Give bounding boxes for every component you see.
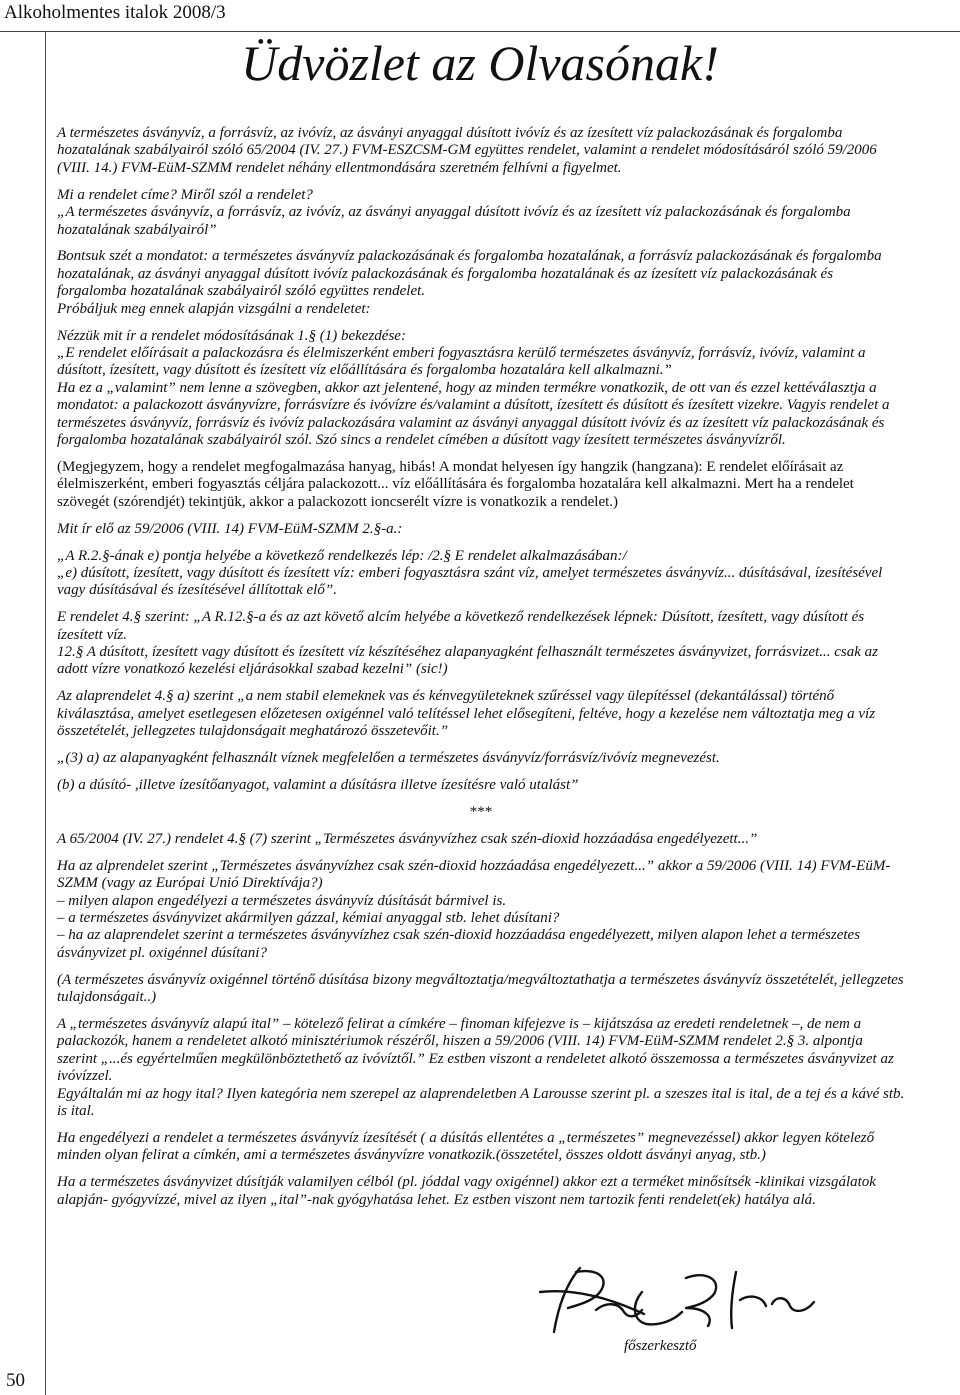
paragraph: Ha az alprendelet szerint „Természetes ásványvízhez csak szén-dioxid hozzáadása engedélyezett...” akkor a 59/2006 (VIII. 14) FVM-EüM-SZMM (vagy az Európai Unió Direktívája?) — [57, 857, 891, 892]
paragraph: „E rendelet előírásait a palackozásra és élelmiszerként emberi fogyasztásra kerülő természetes ásványvíz, forrásvíz, ivóvíz, valamint a dúsított, ízesített, vagy dúsított és ízesített víz előállítására és forgalomba hozatalára kell alkalmazni.” — [57, 344, 866, 379]
paragraph: „A R.2.§-ának e) pontja helyébe a következő rendelkezés lép: /2.§ E rendelet alkalmazásában:/ — [57, 547, 627, 564]
paragraph: A 65/2004 (IV. 27.) rendelet 4.§ (7) szerint „Természetes ásványvízhez csak szén-dioxid hozzáadása engedélyezett...” — [57, 830, 758, 847]
signature-role: főszerkesztő — [624, 1338, 697, 1354]
list-item: ‒ a természetes ásványvizet akármilyen gázzal, kémiai anyaggal stb. lehet dúsítani? — [57, 909, 560, 926]
publication-header: Alkoholmentes italok 2008/3 — [4, 2, 226, 23]
left-rule — [45, 31, 46, 1395]
article-body — [57, 125, 905, 1219]
paragraph: „A természetes ásványvíz, a forrásvíz, az ivóvíz, az ásványi anyaggal dúsított ivóvíz és az ízesített víz palackozásának és forgalomba hozatalának szabályairól” — [57, 204, 851, 238]
paragraph: (b) a dúsító- ,illetve ízesítőanyagot, valamint a dúsításra illetve ízesítésre való utalást” — [57, 777, 579, 793]
paragraph: „e) dúsított, ízesített, vagy dúsított és ízesített víz: emberi fogyasztásra szánt víz, amelyet természetes ásványvíz... dúsításával, ízesítésével vagy dúsításával és ízesítésével állítottak elő”. — [57, 564, 883, 599]
paragraph: Ha engedélyezi a rendelet a természetes ásványvíz ízesítését ( a dúsítás ellentétes a „természetes” megnevezéssel) akkor legyen kötelező minden olyan felirat a címkén, ami a természetes ásványvízre vonatkozik.(összetétel, összes oldott ásványi anyag, stb.) — [57, 1129, 875, 1164]
paragraph: Mit ír elő az 59/2006 (VIII. 14) FVM-EüM-SZMM 2.§-a.: — [57, 520, 403, 537]
paragraph: E rendelet 4.§ szerint: „A R.12.§-a és az azt követő alcím helyébe a következő rendelkezések lépnek: Dúsított, ízesített, vagy dúsított és ízesített víz. — [57, 609, 865, 643]
editor-signature — [536, 1262, 826, 1338]
paragraph: Bontsuk szét a mondatot: a természetes ásványvíz palackozásának és forgalomba hozatalának, a forrásvíz palackozásának és forgalomba hozatalának, az ásványi anyaggal dúsított ivóvíz palackozásának és forgalomba hozatalának és az ízesített víz palackozásának és forgalomba hozatalának szabályairól szóló együttes rendelet. — [57, 248, 882, 300]
paragraph: A természetes ásványvíz, a forrásvíz, az ivóvíz, az ásványi anyaggal dúsított ivóvíz és az ízesített víz palackozásának és forgalomba hozatalának szabályairól szóló 65/2004 (IV. 27.) FVM-ESZCSM-GM együttes rendelet, valamint a rendelet módosításáról szóló 59/2006 (VIII. 14.) FVM-EüM-SZMM rendelet néhány ellentmondására szeretném felhívni a figyelmet. — [57, 125, 877, 176]
paragraph: Az alaprendelet 4.§ a) szerint „a nem stabil elemeknek vas és kénvegyületeknek szűréssel vagy ülepítéssel (dekantálással) történő kiválasztása, amelyet esetlegesen előzetesen oxigénnel való telítéssel lehet elősegíteni, feltéve, hogy a kezelése nem változtatja meg a víz összetételét, jellegzetes tulajdonságait meghatározó összetevőit.” — [57, 688, 876, 740]
paragraph: Mi a rendelet címe? Miről szól a rendelet? — [57, 186, 313, 203]
paragraph: Egyáltalán mi az hogy ital? Ilyen kategória nem szerepel az alaprendeletben A Larousse szerint pl. a szeszes ital is ital, de a tej és a kávé stb. is ital. — [57, 1085, 905, 1119]
section-separator: *** — [469, 803, 493, 820]
paragraph: Nézzük mit ír a rendelet módosításának 1.§ (1) bekezdése: — [57, 327, 406, 344]
paragraph: (A természetes ásványvíz oxigénnel történő dúsítása bizony megváltoztatja/megváltoztathatja a természetes ásványvíz összetételét, jellegzetes tulajdonságait..) — [57, 971, 904, 1006]
paragraph: (Megjegyzem, hogy a rendelet megfogalmazása hanyag, hibás! A mondat helyesen így hangzik (hangzana): E rendelet előírásait az élelmiszerként, emberi fogyasztás céljára palackozott... víz előállítására és forgalomba hozatalára kell alkalmazni. Mert ha a rendelet szövegét (szórendjét) tekintjük, akkor a palackozott ioncserélt vízre is vonatkozik a rendelet.) — [57, 458, 854, 510]
page-number: 50 — [6, 1370, 25, 1391]
list-item: ‒ ha az alaprendelet szerint a természetes ásványvízhez csak szén-dioxid hozzáadása engedélyezett, milyen alapon lehet a természetes ásványvizet pl. oxigénnel dúsítani? — [57, 927, 861, 961]
page-title: Üdvözlet az Olvasónak! — [241, 35, 719, 91]
paragraph: Ha a természetes ásványvizet dúsítják valamilyen célból (pl. jóddal vagy oxigénnel) akkor ezt a terméket minősítsék -klinikai vizsgálatok alapján- gyógyvízzé, mivel az ilyen „ital”-nak gyógyhatása lehet. Ez estben viszont nem tartozik fenti rendelet(ek) hatálya alá. — [57, 1174, 876, 1208]
list-item: ‒ milyen alapon engedélyezi a természetes ásványvíz dúsítását bármivel is. — [57, 892, 507, 909]
top-rule — [0, 31, 960, 32]
paragraph: A „természetes ásványvíz alapú ital” ‒ kötelező felirat a címkére ‒ finoman kifejezve is ‒ kijátszása az eredeti rendeletnek ‒, de nem a palackozók, hanem a rendeletet alkotó minisztériumok részéről, hiszen a 59/2006 (VIII. 14) FVM-EüM-SZMM rendelet 2.§ 3. alpontja szerint „...és egyértelműen megkülönböztethető az ivóvíztől.” Ez estben viszont a rendeletet alkotó összemossa a természetes ásványvizet az ivóvízzel. — [57, 1015, 894, 1085]
paragraph: Ha ez a „valamint” nem lenne a szövegben, akkor azt jelentené, hogy az minden termékre vonatkozik, de ott van és ezzel kettéválasztja a mondatot: a palackozott ásványvízre, forrásvízre és ivóvízre és/valamint a dúsított, ízesített és dúsított és ízesített vizekre. Vagyis rendelet a természetes ásványvíz, forrásvíz és ivóvíz palackozására valamint az ásványi anyaggal dúsított ivóvíz és az ízesített víz palackozásának és forgalomba hozatalának szabályairól szól. Szó sincs a rendelet címében a dúsított vagy ízesített természetes ásványvízről. — [57, 379, 890, 448]
paragraph: 12.§ A dúsított, ízesített vagy dúsított és ízesített víz készítéséhez alapanyagként felhasznált természetes ásványvizet, forrásvizet... csak az adott vízre vonatkozó kezelési eljárásokkal szabad kezelni” (sic!) — [57, 644, 878, 678]
paragraph: Próbáljuk meg ennek alapján vizsgálni a rendeletet: — [57, 300, 371, 317]
paragraph: „(3) a) az alapanyagként felhasznált víznek megfelelően a természetes ásványvíz/forrásvíz/ivóvíz megnevezést. — [57, 750, 720, 767]
